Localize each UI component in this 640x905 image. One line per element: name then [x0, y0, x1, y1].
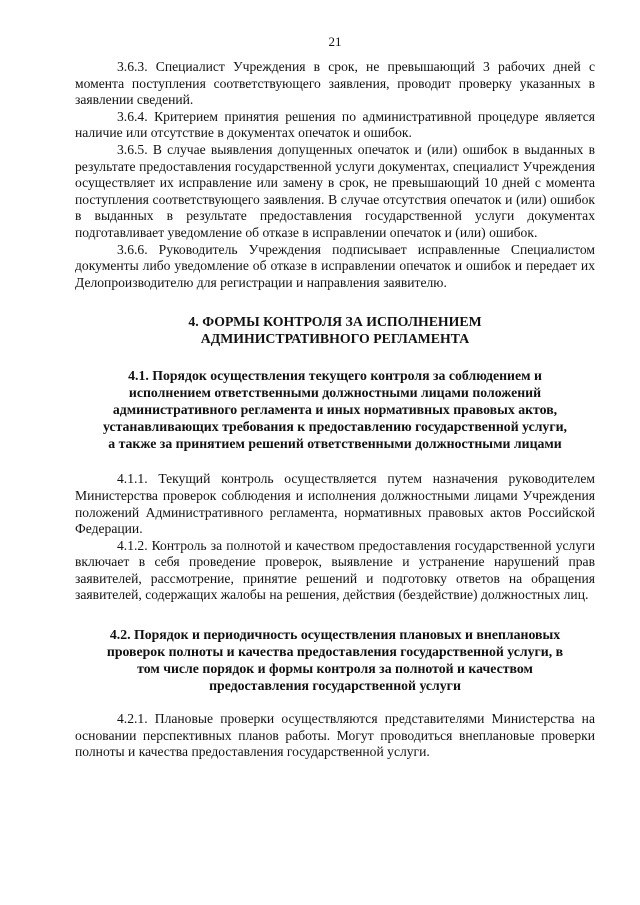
- subsection-4-2-heading-line: предоставления государственной услуги: [209, 678, 461, 694]
- page-number: 21: [328, 34, 342, 49]
- paragraph-4-1-1: 4.1.1. Текущий контроль осуществляется путем назначения руководителем Министерства проверок соблюдения и исполнения должностными лицами Учреждения положений Административного регламента, нормативных правовых актов Российской Федерации.: [75, 471, 595, 537]
- subsection-4-2-heading-line: том числе порядок и формы контроля за полнотой и качеством: [137, 661, 533, 677]
- section-4-heading: [75, 313, 595, 347]
- subsection-4-1-heading-line: устанавливающих требования к предоставлению государственной услуги,: [102, 419, 567, 435]
- subsection-4-1-heading-line: исполнением ответственными должностными лицами положений: [128, 385, 542, 401]
- paragraph-3-6-3: 3.6.3. Специалист Учреждения в срок, не превышающий 3 рабочих дней с момента поступления соответствующего заявления, проводит проверку указанных в заявлении сведений.: [75, 59, 595, 108]
- paragraph-3-6-5: 3.6.5. В случае выявления допущенных опечаток и (или) ошибок в выданных в результате предоставления государственной услуги документах, специалист Учреждения осуществляет их исправление или замену в срок, не превышающий 10 дней с момента поступления соответствующего заявления. В случае отсутствия опечаток и (или) ошибок в выданных в результате предоставления государственной услуги документах подготавливает уведомление об отказе в исправлении опечаток и (или) ошибок.: [75, 141, 595, 240]
- subsection-4-1-heading-line: административного регламента и иных нормативных правовых актов,: [112, 402, 558, 418]
- subsection-4-2-heading-line: проверок полноты и качества предоставления государственной услуги, в: [106, 644, 564, 660]
- subsection-4-1-heading-line: а также за принятием решений ответственными должностными лицами: [108, 436, 562, 452]
- section-4-heading-line: 4. ФОРМЫ КОНТРОЛЯ ЗА ИСПОЛНЕНИЕМ: [188, 314, 482, 330]
- subsection-4-2-heading-line: 4.2. Порядок и периодичность осуществления плановых и внеплановых: [109, 627, 561, 643]
- paragraph-3-6-6: 3.6.6. Руководитель Учреждения подписывает исправленные Специалистом документы либо уведомление об отказе в исправлении опечаток и ошибок и передает их Делопроизводителю для регистрации и направления заявителю.: [75, 241, 595, 290]
- paragraph-4-2-1: 4.2.1. Плановые проверки осуществляются представителями Министерства на основании перспективных планов работы. Могут проводиться внеплановые проверки полноты и качества предоставления государственной услуги.: [75, 711, 595, 760]
- paragraph-3-6-4: 3.6.4. Критерием принятия решения по административной процедуре является наличие или отсутствие в документах опечаток и ошибок.: [75, 108, 595, 141]
- paragraph-4-1-2: 4.1.2. Контроль за полнотой и качеством предоставления государственной услуги включает в себя проведение проверок, выявление и устранение нарушений прав заявителей, рассмотрение, принятие решений и подготовку ответов на обращения заявителей, содержащих жалобы на решения, действия (бездействие) должностных лиц.: [75, 537, 595, 603]
- subsection-4-2-heading: [75, 626, 595, 694]
- section-4-heading-line: АДМИНИСТРАТИВНОГО РЕГЛАМЕНТА: [200, 331, 470, 347]
- subsection-4-1-heading: [75, 367, 595, 452]
- subsection-4-1-heading-line: 4.1. Порядок осуществления текущего контроля за соблюдением и: [128, 368, 542, 384]
- document-page: [75, 34, 595, 761]
